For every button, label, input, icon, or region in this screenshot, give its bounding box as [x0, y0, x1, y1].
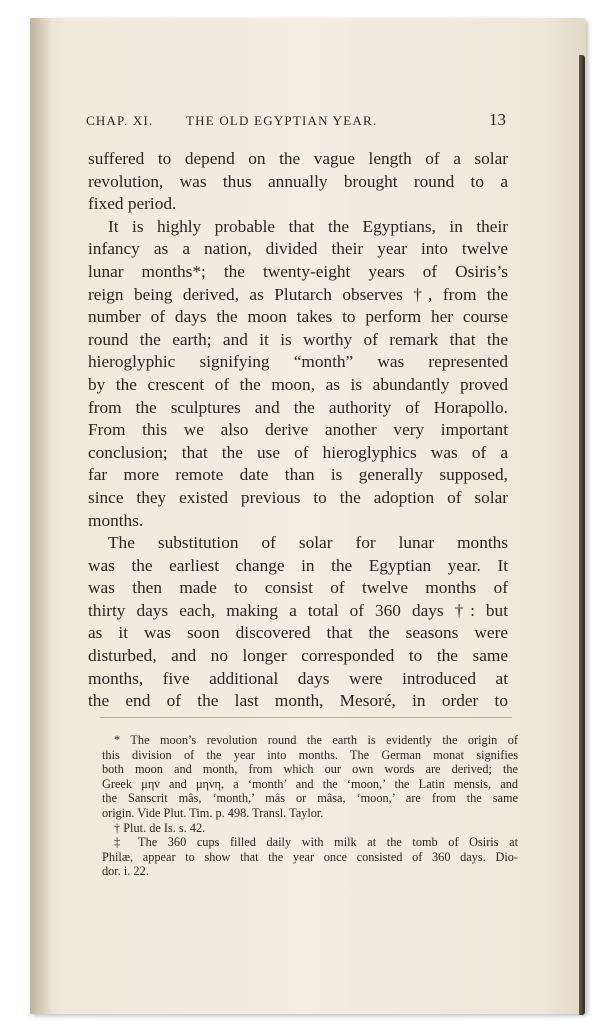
- page-edge: [579, 55, 585, 1015]
- footnote-rule: [100, 717, 512, 718]
- body-line: revolution, was thus annually brought round to a: [88, 171, 508, 191]
- running-title: THE OLD EGYPTIAN YEAR.: [186, 113, 378, 128]
- running-header: [86, 110, 506, 130]
- spine-shadow: [30, 18, 52, 1014]
- body-line: months.: [88, 510, 144, 530]
- body-line: thirty days each, making a total of 360 days †: but: [88, 600, 508, 620]
- footnote-line: dor. i. 22.: [102, 864, 149, 879]
- body-line: as it was soon discovered that the seasons were: [88, 623, 508, 643]
- body-line: It is highly probable that the Egyptians, in their: [108, 216, 508, 236]
- body-line: months, five additional days were introduced at: [88, 668, 508, 688]
- body-line: reign being derived, as Plutarch observes †, from the: [88, 284, 508, 304]
- body-line: by the crescent of the moon, as is abundantly proved: [88, 374, 508, 394]
- footnote-line: Philæ, appear to show that the year once consisted of 360 days. Dio-: [102, 849, 518, 864]
- footnote-line: both moon and month, from which our own words are derived; the: [102, 762, 518, 777]
- body-line: number of days the moon takes to perform her course: [88, 307, 508, 327]
- body-line: infancy as a nation, divided their year into twelve: [88, 239, 508, 259]
- footnote-line: origin. Vide Plut. Tim. p. 498. Transl. Taylor.: [102, 805, 324, 820]
- body-line: round the earth; and it is worthy of remark that the: [88, 329, 508, 349]
- footnote-line: ‡ The 360 cups filled daily with milk at the tomb of Osiris at: [114, 835, 518, 850]
- body-line: hieroglyphic signifying “month” was represented: [88, 352, 508, 372]
- body-line: was the earliest change in the Egyptian year. It: [88, 555, 508, 575]
- page-number: 13: [489, 110, 506, 129]
- body-line: far more remote date than is generally supposed,: [88, 465, 508, 485]
- body-line: the end of the last month, Mesoré, in order to: [88, 691, 508, 711]
- footnote-line: this division of the year into months. The German monat signifies: [102, 747, 518, 762]
- body-line: The substitution of solar for lunar months: [108, 533, 508, 553]
- body-line: disturbed, and no longer corresponded to the same: [88, 646, 508, 666]
- body-text: [88, 148, 508, 713]
- body-line: from the sculptures and the authority of Horapollo.: [88, 397, 508, 417]
- body-line: lunar months*; the twenty-eight years of Osiris’s: [88, 261, 508, 281]
- body-line: was then made to consist of twelve months of: [88, 578, 508, 598]
- body-line: conclusion; that the use of hieroglyphics was of a: [88, 442, 508, 462]
- footnote-line: * The moon’s revolution round the earth is evidently the origin of: [114, 733, 518, 747]
- body-line: fixed period.: [88, 194, 177, 214]
- footnote-line: the Sanscrit mâs, ‘month,’ mâs or mâsa, ‘moon,’ are from the same: [102, 791, 518, 806]
- chapter-label: CHAP. XI.: [86, 113, 154, 128]
- body-line: From this we also derive another very important: [88, 420, 508, 440]
- footnotes: [102, 733, 518, 879]
- footnote-line: † Plut. de Is. s. 42.: [114, 820, 206, 835]
- body-line: since they existed previous to the adoption of solar: [88, 487, 508, 507]
- body-line: suffered to depend on the vague length of a solar: [88, 149, 508, 168]
- footnote-line: Greek μην and μηνη, a ‘month’ and the ‘moon,’ the Latin mensis, and: [102, 776, 518, 791]
